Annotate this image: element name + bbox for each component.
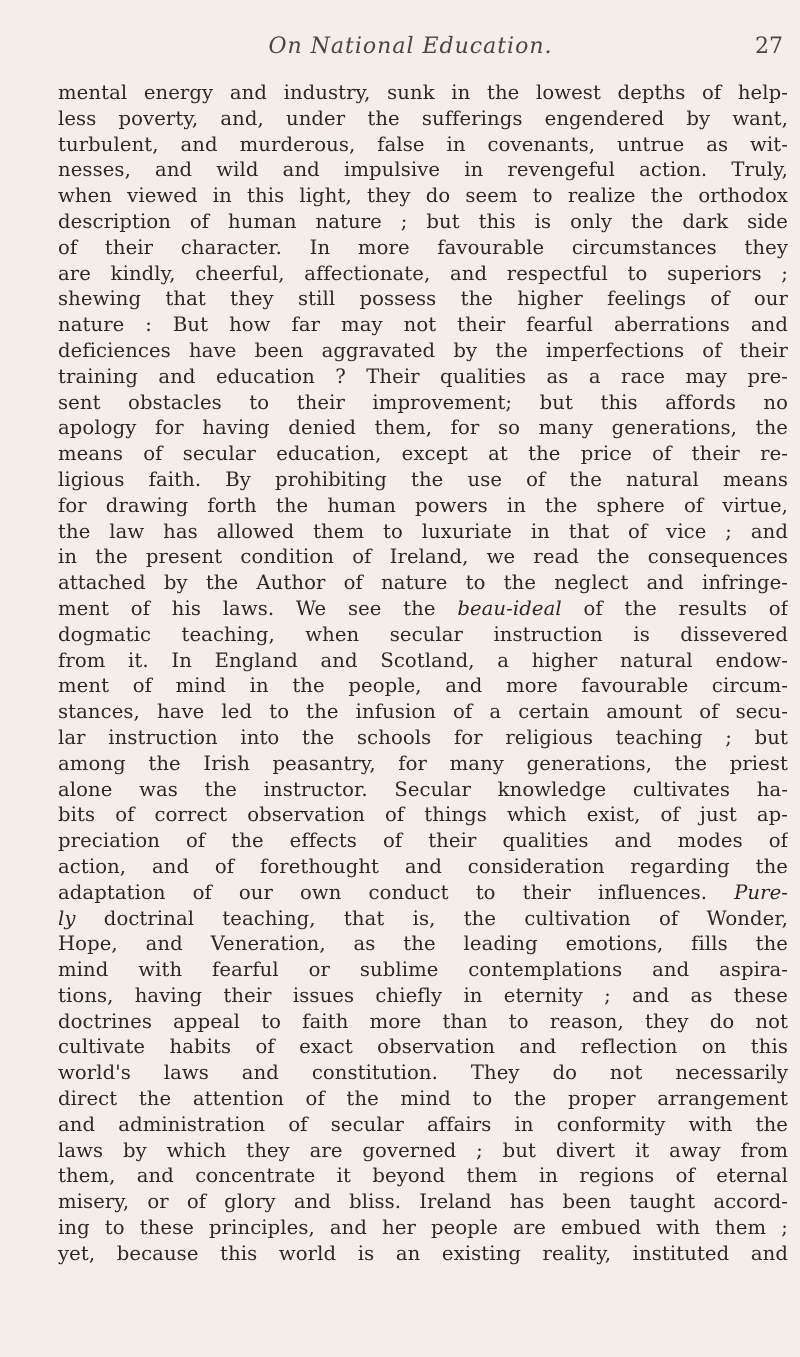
text-line [58, 544, 788, 570]
text-line [58, 828, 788, 854]
text-line [58, 209, 788, 235]
text-line [58, 1189, 788, 1215]
text-segment: ment of mind in the people, and more favourable circum- [58, 674, 788, 698]
text-segment: attached by the Author of nature to the neglect and infringe- [58, 571, 788, 595]
text-line [58, 493, 788, 519]
text-segment: doctrines appeal to faith more than to reason, they do not [58, 1009, 788, 1033]
running-header [38, 34, 783, 68]
text-segment: deficiences have been aggravated by the imperfections of their [58, 338, 788, 362]
text-segment: shewing that they still possess the higher feelings of our [58, 287, 788, 311]
text-segment: preciation of the effects of their qualities and modes of [58, 829, 788, 853]
text-segment: ment of his laws. We see the [58, 596, 458, 620]
text-line [58, 725, 788, 751]
text-line [58, 132, 788, 158]
text-line [58, 983, 788, 1009]
text-segment: description of human nature ; but this is only the dark side [58, 209, 788, 233]
text-segment: world's laws and constitution. They do not necessarily [58, 1061, 788, 1085]
italic-text-segment: beau-ideal [457, 596, 562, 620]
text-line [58, 286, 788, 312]
text-line [58, 854, 788, 880]
text-line [58, 1215, 788, 1241]
text-segment: mind with fearful or sublime contemplations and aspira- [58, 958, 788, 982]
text-line [58, 1034, 788, 1060]
text-line [58, 312, 788, 338]
text-segment: nesses, and wild and impulsive in revengeful action. Truly, [58, 158, 788, 182]
text-line [58, 390, 788, 416]
text-line [58, 596, 788, 622]
text-segment: mental energy and industry, sunk in the lowest depths of help- [58, 81, 788, 104]
text-line [58, 699, 788, 725]
text-line [58, 106, 788, 132]
text-segment: them, and concentrate it beyond them in regions of eternal [58, 1164, 788, 1188]
text-line [58, 1086, 788, 1112]
text-segment: from it. In England and Scotland, a higher natural endow- [58, 648, 788, 672]
text-segment: in the present condition of Ireland, we read the consequences [58, 545, 788, 569]
text-line [58, 519, 788, 545]
text-line [58, 1009, 788, 1035]
text-line [58, 441, 788, 467]
text-line [58, 906, 788, 932]
text-segment: when viewed in this light, they do seem to realize the orthodox [58, 184, 788, 208]
text-line [58, 1112, 788, 1138]
text-segment: are kindly, cheerful, affectionate, and respectful to superiors ; [58, 261, 788, 285]
text-segment: turbulent, and murderous, false in covenants, untrue as wit- [58, 132, 788, 156]
text-line [58, 957, 788, 983]
text-line [58, 880, 788, 906]
text-segment: bits of correct observation of things which exist, of just ap- [58, 803, 788, 827]
text-segment: action, and of forethought and consideration regarding the [58, 854, 788, 878]
text-segment: for drawing forth the human powers in the sphere of virtue, [58, 493, 788, 517]
text-segment: cultivate habits of exact observation and reflection on this [58, 1035, 788, 1059]
text-line [58, 338, 788, 364]
text-segment: ing to these principles, and her people are embued with them ; [58, 1216, 788, 1240]
text-segment: tions, having their issues chiefly in eternity ; and as these [58, 983, 788, 1007]
text-segment: misery, or of glory and bliss. Ireland has been taught accord- [58, 1190, 788, 1214]
text-line [58, 751, 788, 777]
text-segment: and administration of secular affairs in conformity with the [58, 1112, 788, 1136]
running-title: On National Education. [268, 34, 553, 59]
text-line [58, 1138, 788, 1164]
text-segment: dogmatic teaching, when secular instruction is dissevered [58, 622, 788, 646]
text-segment: yet, because this world is an existing reality, instituted and [58, 1241, 788, 1265]
text-segment: lar instruction into the schools for religious teaching ; but [58, 725, 788, 749]
text-line [58, 183, 788, 209]
text-segment: means of secular education, except at the price of their re- [58, 442, 788, 466]
text-line [58, 467, 788, 493]
text-segment: doctrinal teaching, that is, the cultivation of Wonder, [75, 906, 788, 930]
text-segment: nature : But how far may not their fearful aberrations and [58, 313, 788, 337]
text-segment: among the Irish peasantry, for many generations, the priest [58, 751, 788, 775]
text-line [58, 1060, 788, 1086]
text-line [58, 364, 788, 390]
body-text [58, 80, 788, 1267]
text-segment: apology for having denied them, for so many generations, the [58, 416, 788, 440]
text-segment: sent obstacles to their improvement; but this affords no [58, 390, 788, 414]
text-line [58, 777, 788, 803]
text-line [58, 415, 788, 441]
text-segment: stances, have led to the infusion of a certain amount of secu- [58, 700, 788, 724]
text-line [58, 235, 788, 261]
text-segment: of their character. In more favourable circumstances they [58, 235, 788, 259]
text-segment: adaptation of our own conduct to their influences. [58, 880, 735, 904]
text-segment: of the results of [561, 596, 788, 620]
text-segment: less poverty, and, under the sufferings engendered by want, [58, 106, 788, 130]
text-line [58, 673, 788, 699]
text-line [58, 261, 788, 287]
text-line [58, 931, 788, 957]
page-number: 27 [755, 34, 783, 59]
text-segment: Hope, and Veneration, as the leading emotions, fills the [58, 932, 788, 956]
text-line [58, 80, 788, 106]
text-line [58, 570, 788, 596]
italic-text-segment: ly [58, 906, 76, 930]
text-segment: direct the attention of the mind to the proper arrangement [58, 1087, 788, 1111]
text-segment: ligious faith. By prohibiting the use of the natural means [58, 467, 788, 491]
italic-text-segment: Pure- [734, 880, 788, 904]
text-line [58, 1163, 788, 1189]
text-line [58, 802, 788, 828]
text-segment: laws by which they are governed ; but divert it away from [58, 1138, 788, 1162]
text-line [58, 622, 788, 648]
text-segment: training and education ? Their qualities as a race may pre- [58, 364, 788, 388]
text-line [58, 157, 788, 183]
text-line [58, 1241, 788, 1267]
text-segment: alone was the instructor. Secular knowledge cultivates ha- [58, 777, 788, 801]
text-line [58, 648, 788, 674]
text-segment: the law has allowed them to luxuriate in that of vice ; and [58, 519, 788, 543]
